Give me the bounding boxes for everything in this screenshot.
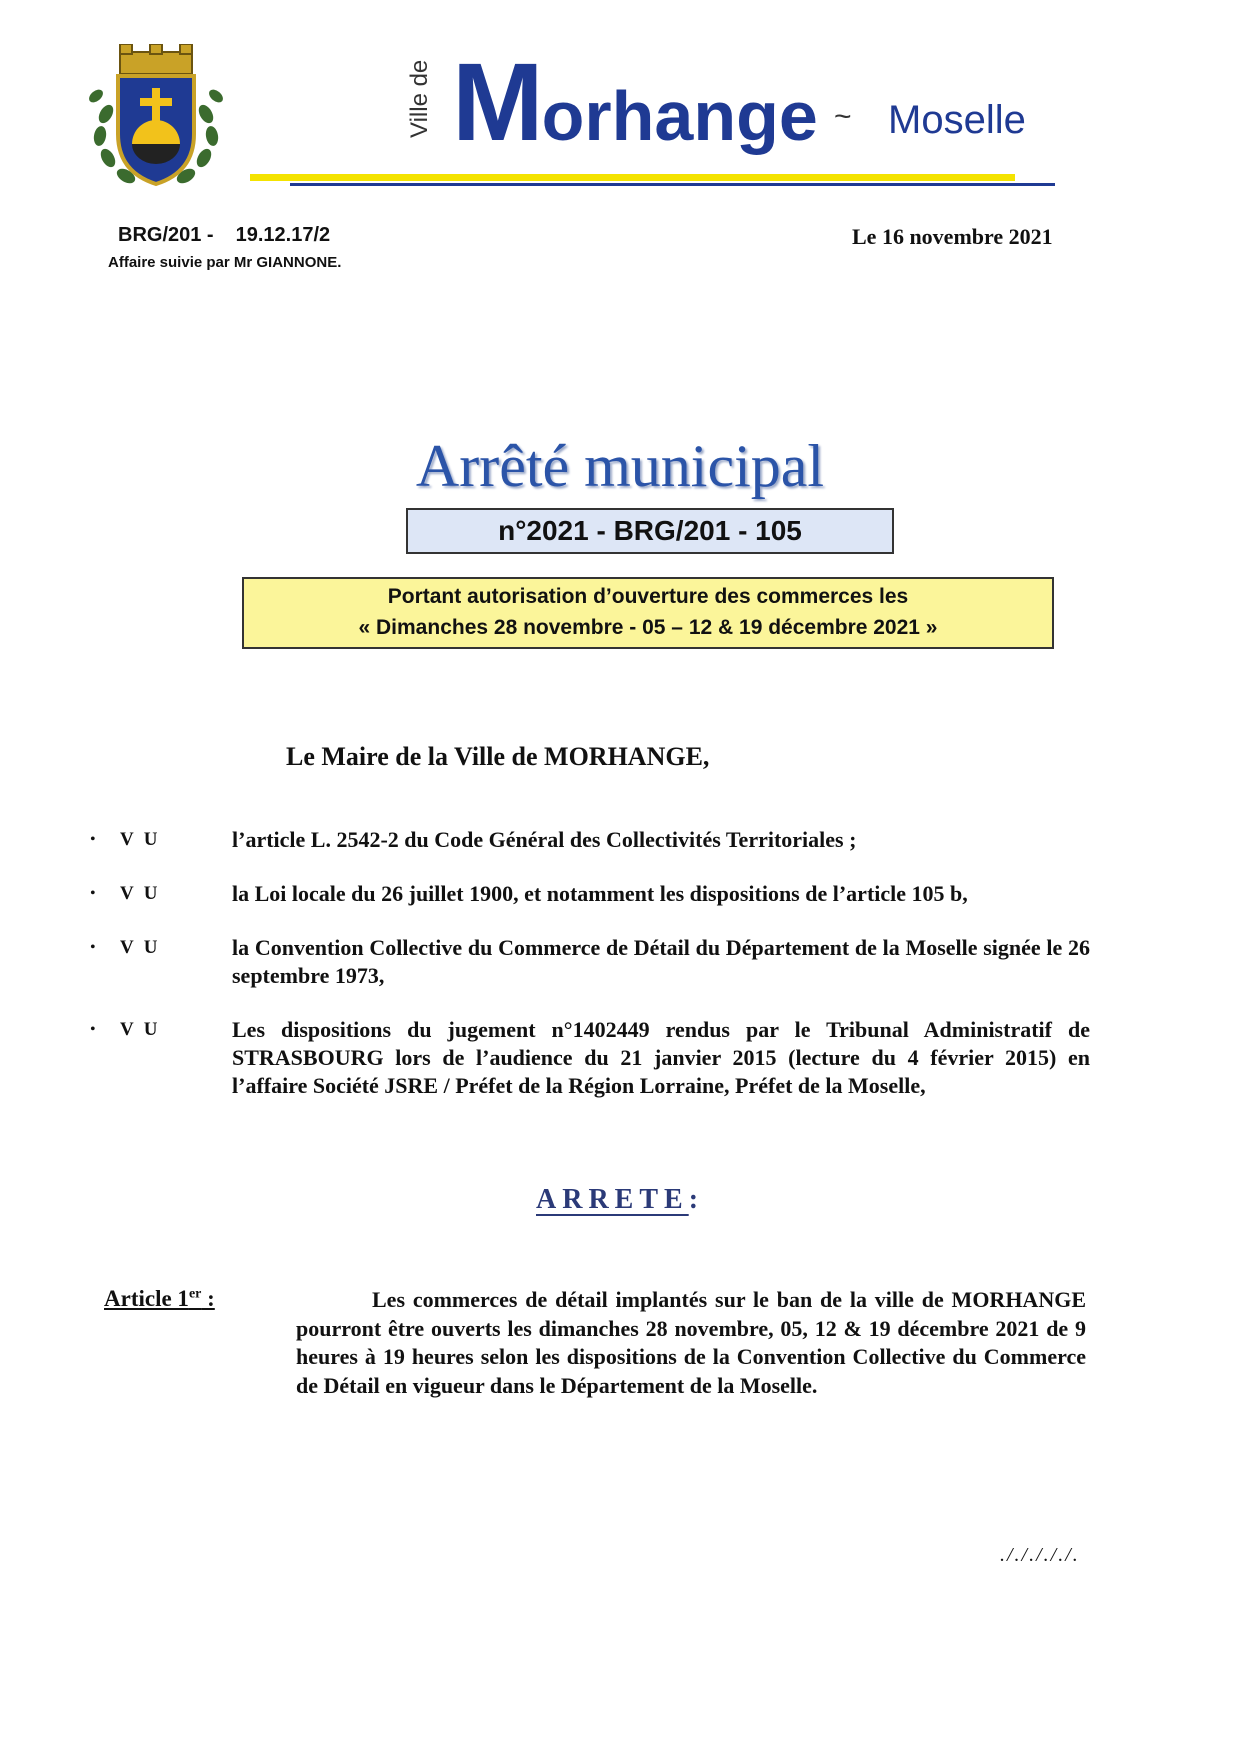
vu-label: VU — [120, 883, 168, 904]
vu-text: la Loi locale du 26 juillet 1900, et notamment les dispositions de l’article 105 b, — [232, 881, 968, 906]
arrete-word: ARRETE — [536, 1184, 689, 1215]
continuation-mark: ./././././. — [1000, 1544, 1080, 1566]
town-initial: M — [452, 41, 542, 164]
region-name: Moselle — [888, 98, 1026, 142]
vu-label: VU — [120, 1019, 168, 1040]
vu-label: VU — [120, 937, 168, 958]
header-blue-rule — [290, 183, 1055, 186]
arrete-heading — [536, 1184, 704, 1216]
article-1-colon: : — [201, 1286, 215, 1311]
subject-box — [242, 577, 1054, 649]
town-name-rest: orhange — [541, 77, 818, 155]
article-1-label-text: Article 1 — [104, 1286, 189, 1311]
followed-by: Affaire suivie par Mr GIANNONE. — [108, 254, 342, 271]
bullet-icon: • — [90, 831, 96, 848]
vu-text: l’article L. 2542-2 du Code Général des Collectivités Territoriales ; — [232, 827, 857, 852]
town-name — [452, 41, 818, 164]
order-number-box: n°2021 - BRG/201 - 105 — [406, 508, 894, 554]
coat-of-arms-logo — [86, 44, 226, 194]
reference-line — [118, 224, 330, 247]
reference-code: BRG/201 - — [118, 224, 214, 246]
ville-de-label: Ville de — [406, 59, 433, 138]
arrete-colon: : — [688, 1184, 705, 1215]
bullet-icon: • — [90, 885, 96, 902]
bullet-icon: • — [90, 939, 96, 956]
article-1-text — [296, 1286, 1086, 1400]
mayor-heading: Le Maire de la Ville de MORHANGE, — [286, 742, 710, 771]
article-1-superscript: er — [188, 1286, 202, 1302]
subject-line-1: Portant autorisation d’ouverture des commerces les — [387, 585, 909, 608]
header-tilde: ~ — [834, 100, 852, 133]
bullet-icon: • — [90, 1021, 96, 1038]
article-1-body: Les commerces de détail implantés sur le ban de la ville de MORHANGE pourront être ouverts les dimanches 28 novembre, 05, 12 & 19 décembre 2021 de 9 heures à 19 heures selon les dispositions de la Convention Collective du Commerce de Détail en vigueur dans le Département de la Moselle. — [296, 1287, 1086, 1398]
subject-line-2: « Dimanches 28 novembre - 05 – 12 & 19 décembre 2021 » — [358, 616, 938, 639]
header-yellow-rule — [250, 174, 1015, 181]
document-title: Arrêté municipal — [415, 433, 825, 499]
vu-text: Les dispositions du jugement n°1402449 rendus par le Tribunal Administratif de STRASBOURG lors de l’audience du 21 janvier 2015 (lecture du 4 février 2015) en l’affaire Société JSRE / Préfet de la Région Lorraine, Préfet de la Moselle, — [232, 1017, 1090, 1098]
document-date: Le 16 novembre 2021 — [852, 224, 1053, 249]
reference-number: 19.12.17/2 — [235, 224, 331, 246]
vu-label: VU — [120, 829, 168, 850]
vu-text: la Convention Collective du Commerce de Détail du Département de la Moselle signée le 26 septembre 1973, — [232, 935, 1090, 988]
article-1-label — [104, 1286, 215, 1312]
